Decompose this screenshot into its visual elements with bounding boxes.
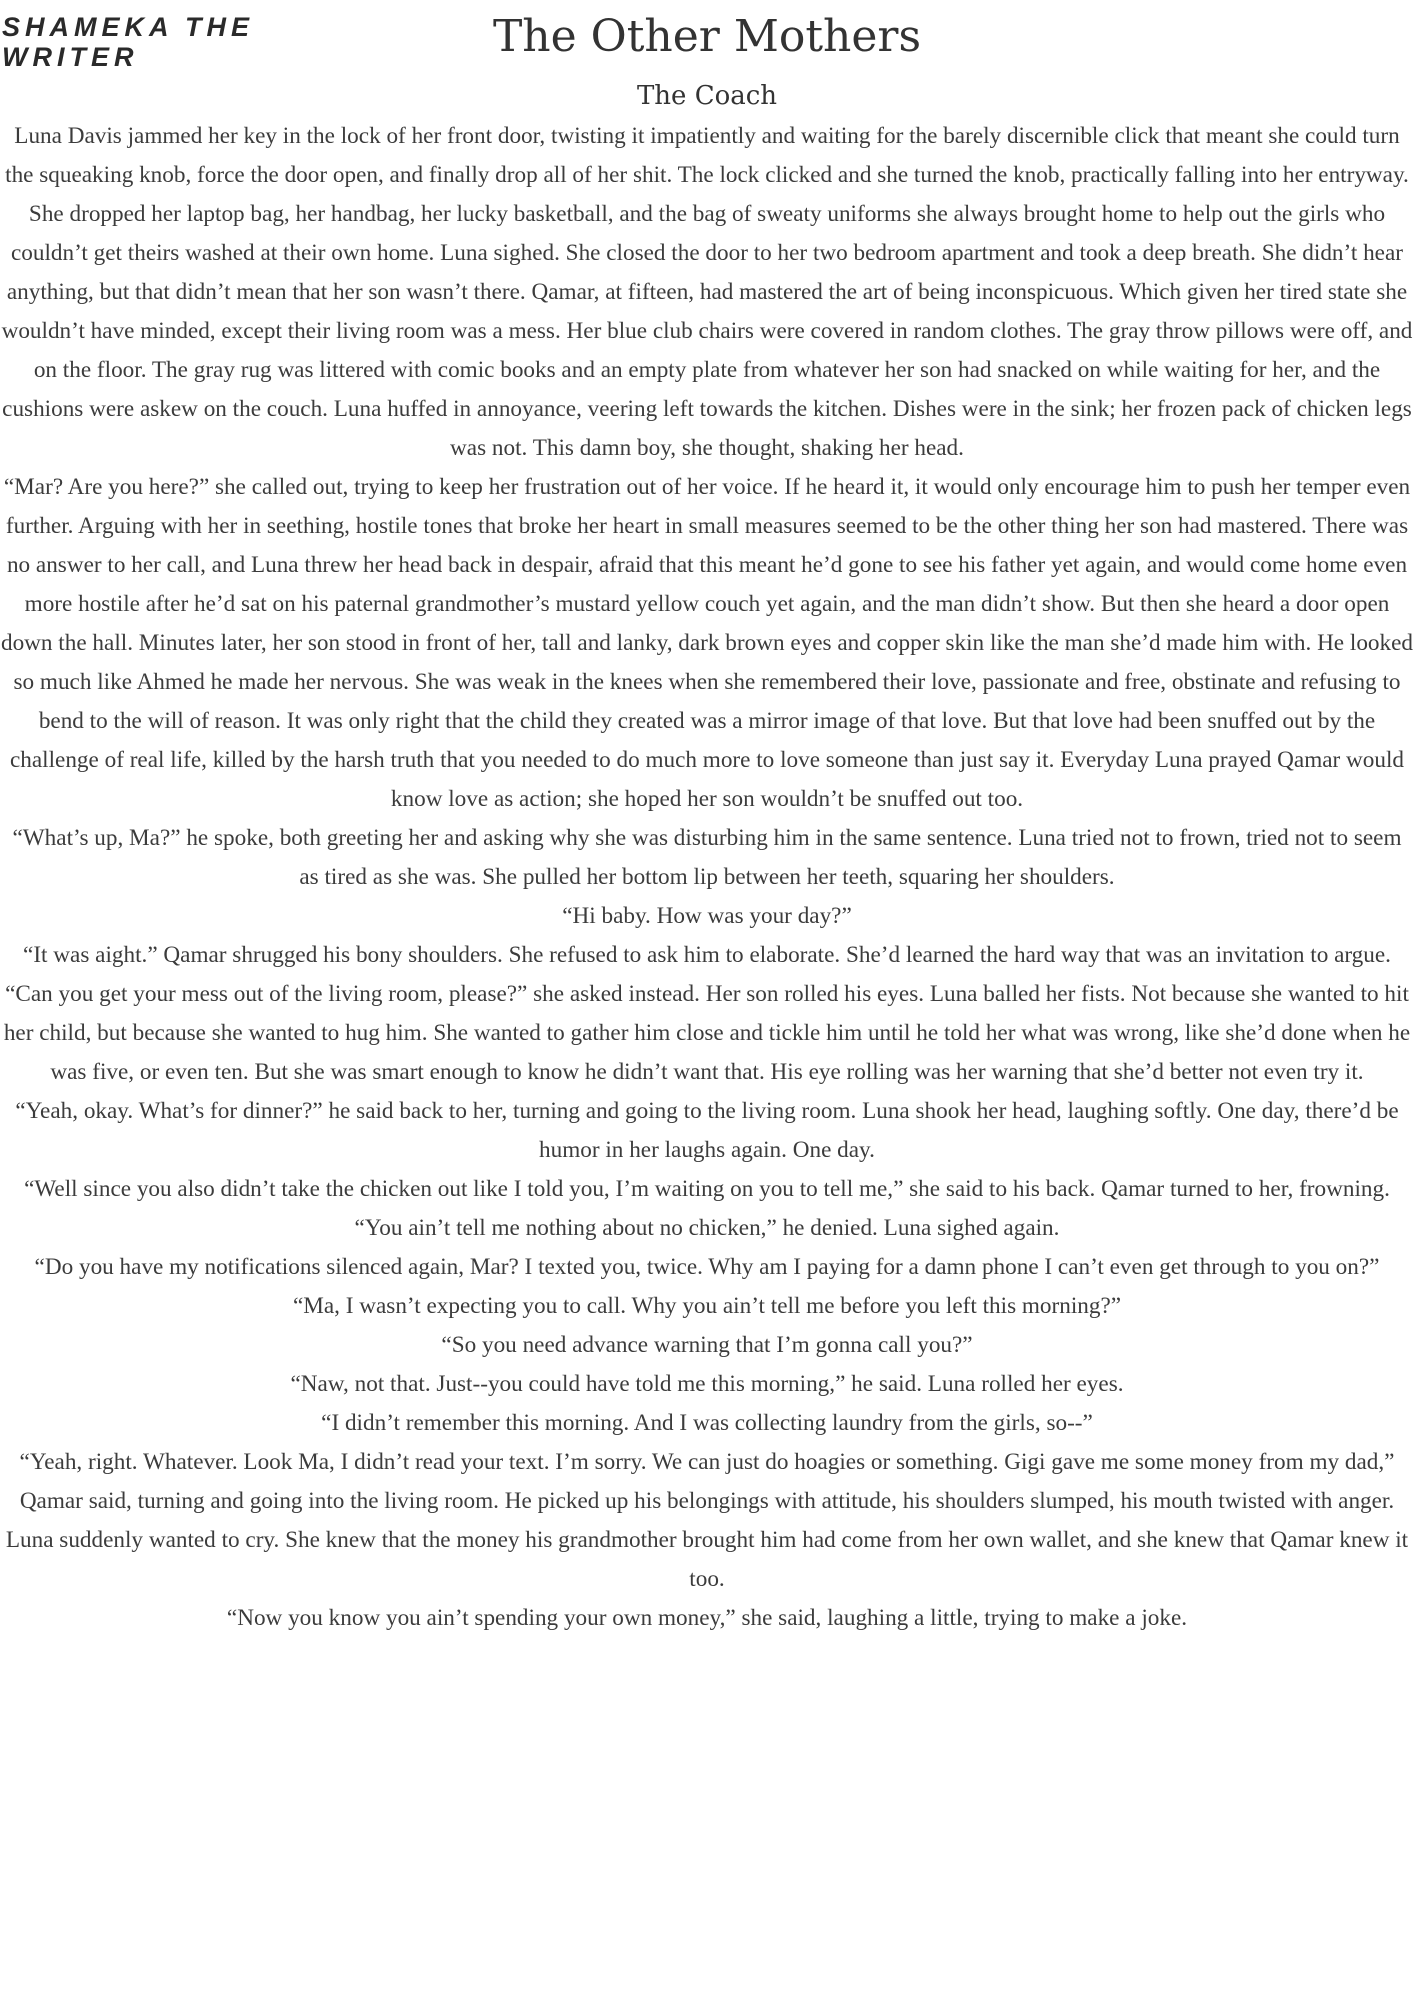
- story-paragraph: “Yeah, right. Whatever. Look Ma, I didn’t read your text. I’m sorry. We can just do hoagies or something. Gigi gave me some money from my dad,” Qamar said, turning and going into the living room. He picked up his belongings with attitude, his shoulders slumped, his mouth twisted with anger. Luna suddenly wanted to cry. She knew that the money his grandmother brought him had come from her own wallet, and she knew that Qamar knew it too.: [5, 1449, 1409, 1592]
- story-paragraph: “What’s up, Ma?” he spoke, both greeting her and asking why she was disturbing him in the same sentence. Luna tried not to frown, tried not to seem as tired as she was. She pulled her bottom lip between her teeth, squaring her shoulders.: [12, 825, 1402, 890]
- brand-logo: SHAMEKA THE WRITER: [2, 12, 255, 72]
- story-paragraph: “It was aight.” Qamar shrugged his bony shoulders. She refused to ask him to elaborate. She’d learned the hard way that was an invitation to argue.: [23, 942, 1391, 968]
- story-paragraph: “Now you know you ain’t spending your own money,” she said, laughing a little, trying to make a joke.: [226, 1605, 1188, 1631]
- story-paragraph: “Well since you also didn’t take the chicken out like I told you, I’m waiting on you to tell me,” she said to his back. Qamar turned to her, frowning.: [24, 1176, 1390, 1202]
- story-paragraph: “Do you have my notifications silenced again, Mar? I texted you, twice. Why am I paying for a damn phone I can’t even get through to you on?”: [34, 1254, 1380, 1280]
- story-body: [0, 117, 1414, 1638]
- document-title: The Other Mothers: [492, 11, 922, 62]
- story-paragraph: “Yeah, okay. What’s for dinner?” he said back to her, turning and going to the living room. Luna shook her head, laughing softly. One day, there’d be humor in her laughs again. One day.: [15, 1098, 1399, 1163]
- story-paragraph: “You ain’t tell me nothing about no chicken,” he denied. Luna sighed again.: [354, 1215, 1060, 1241]
- chapter-heading: The Coach: [636, 81, 778, 111]
- story-paragraph: “So you need advance warning that I’m gonna call you?”: [441, 1332, 973, 1358]
- story-paragraph: “I didn’t remember this morning. And I was collecting laundry from the girls, so--”: [321, 1410, 1093, 1436]
- story-paragraph: “Ma, I wasn’t expecting you to call. Why you ain’t tell me before you left this morning?”: [292, 1293, 1122, 1319]
- story-paragraph: “Naw, not that. Just--you could have told me this morning,” he said. Luna rolled her eyes.: [290, 1371, 1124, 1397]
- story-paragraph: “Hi baby. How was your day?”: [562, 903, 852, 929]
- story-paragraph: “Can you get your mess out of the living room, please?” she asked instead. Her son rolled his eyes. Luna balled her fists. Not because she wanted to hit her child, but because she wanted to hug him. She wanted to gather him close and tickle him until he told her what was wrong, like she’d done when he was five, or even ten. But she was smart enough to know he didn’t want that. His eye rolling was her warning that she’d better not even try it.: [3, 981, 1411, 1085]
- story-paragraph: “Mar? Are you here?” she called out, trying to keep her frustration out of her voice. If he heard it, it would only encourage him to push her temper even further. Arguing with her in seething, hostile tones that broke her heart in small measures seemed to be the other thing her son had mastered. There was no answer to her call, and Luna threw her head back in despair, afraid that this meant he’d gone to see his father yet again, and would come home even more hostile after he’d sat on his paternal grandmother’s mustard yellow couch yet again, and the man didn’t show. But then she heard a door open down the hall. Minutes later, her son stood in front of her, tall and lanky, dark brown eyes and copper skin like the man she’d made him with. He looked so much like Ahmed he made her nervous. She was weak in the knees when she remembered their love, passionate and free, obstinate and refusing to bend to the will of reason. It was only right that the child they created was a mirror image of that love. But that love had been snuffed out by the challenge of real life, killed by the harsh truth that you needed to do much more to love someone than just say it. Everyday Luna prayed Qamar would know love as action; she hoped her son wouldn’t be snuffed out too.: [0, 474, 1414, 812]
- story-paragraph: Luna Davis jammed her key in the lock of her front door, twisting it impatiently and waiting for the barely discernible click that meant she could turn the squeaking knob, force the door open, and finally drop all of her shit. The lock clicked and she turned the knob, practically falling into her entryway. She dropped her laptop bag, her handbag, her lucky basketball, and the bag of sweaty uniforms she always brought home to help out the girls who couldn’t get theirs washed at their own home. Luna sighed. She closed the door to her two bedroom apartment and took a deep breath. She didn’t hear anything, but that didn’t mean that her son wasn’t there. Qamar, at fifteen, had mastered the art of being inconspicuous. Which given her tired state she wouldn’t have minded, except their living room was a mess. Her blue club chairs were covered in random clothes. The gray throw pillows were off, and on the floor. The gray rug was littered with comic books and an empty plate from whatever her son had snacked on while waiting for her, and the cushions were askew on the couch. Luna huffed in annoyance, veering left towards the kitchen. Dishes were in the sink; her frozen pack of chicken legs was not. This damn boy, she thought, shaking her head.: [1, 123, 1413, 461]
